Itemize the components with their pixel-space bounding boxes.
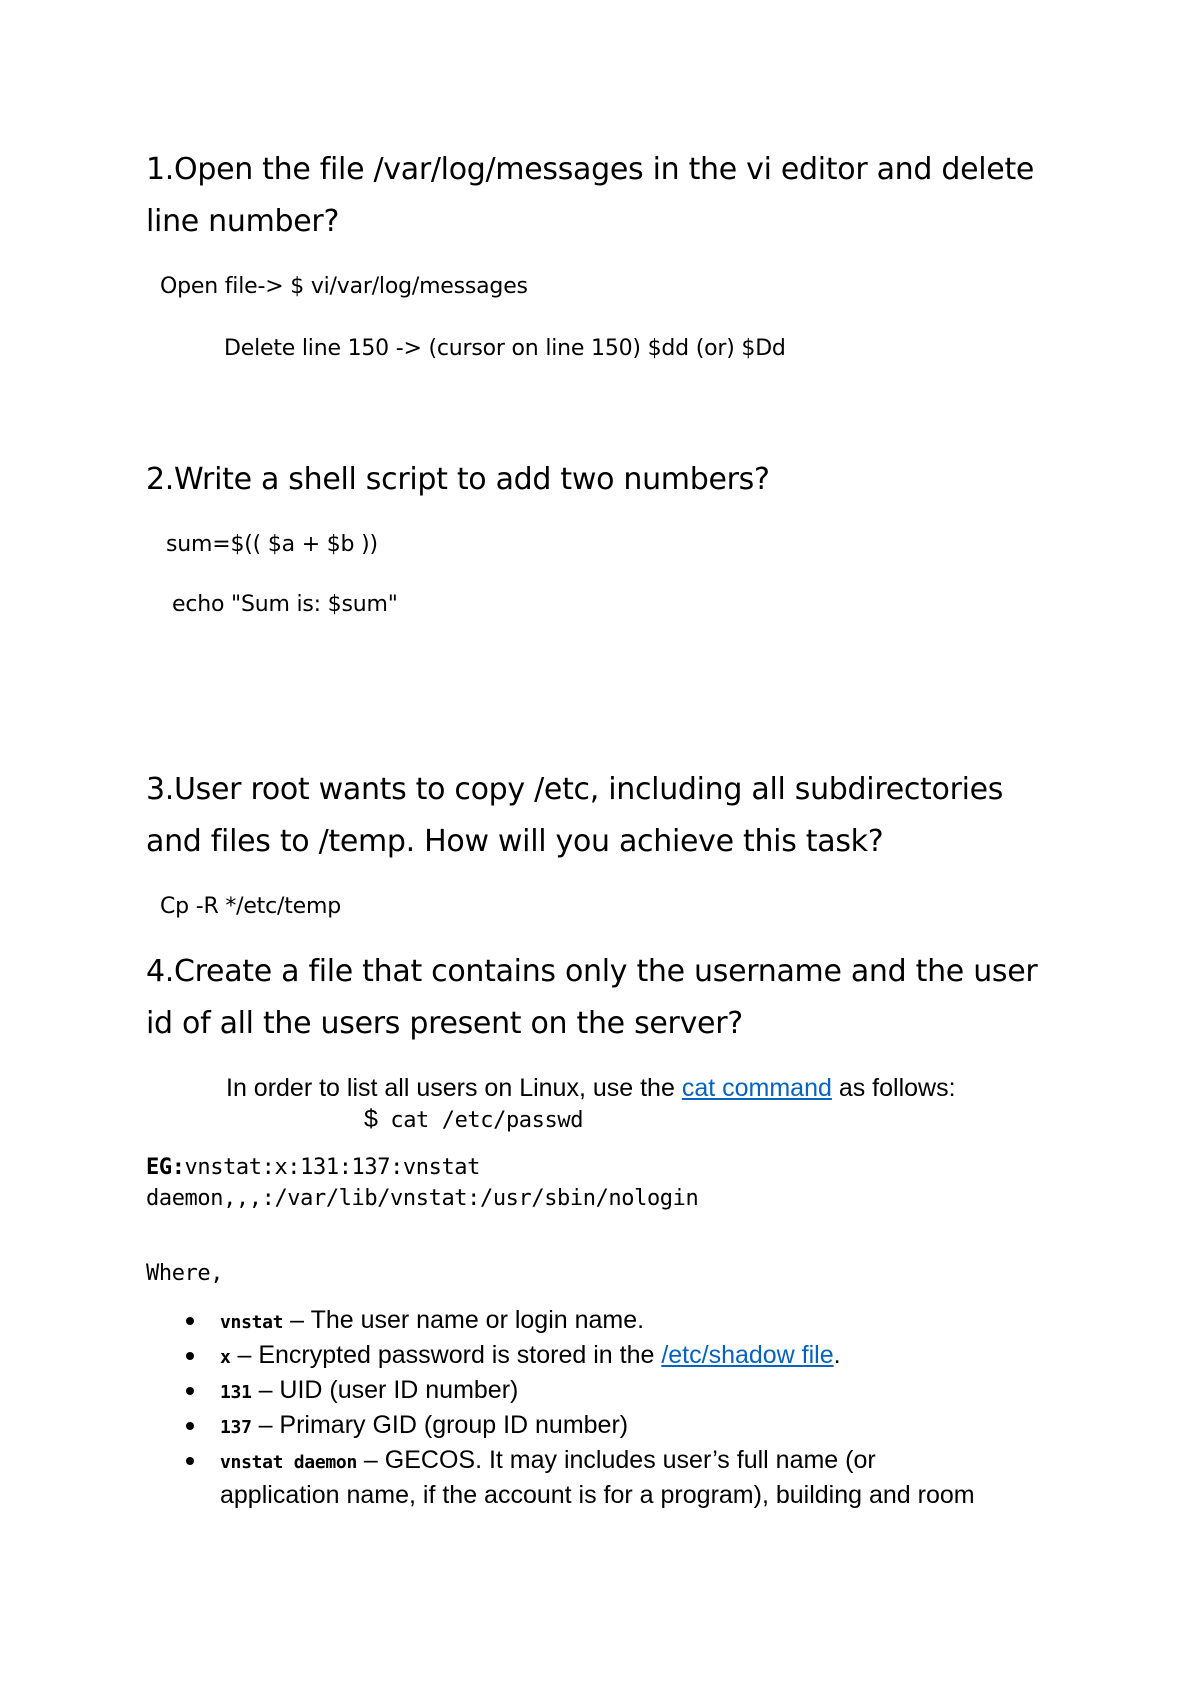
example-line-1: [146, 1152, 480, 1183]
field-term: 131: [220, 1382, 252, 1403]
field-description-list: [160, 1304, 1080, 1512]
list-item: [160, 1409, 1080, 1444]
command-prompt: $: [364, 1105, 378, 1133]
field-description-end: .: [833, 1341, 841, 1369]
field-term: 137: [220, 1417, 252, 1438]
field-description: – The user name or login name.: [283, 1306, 645, 1334]
field-description: – GECOS. It may includes user’s full name (or: [356, 1446, 876, 1474]
answer-2-echo: echo "Sum is: $sum": [172, 592, 398, 617]
question-4-line-2: id of all the users present on the server?: [146, 1006, 743, 1041]
bullet-icon: [186, 1317, 194, 1325]
answer-2-sum: sum=$(( $a + $b )): [166, 532, 378, 557]
intro-text-before: In order to list all users on Linux, use the: [226, 1074, 682, 1102]
bullet-icon: [186, 1457, 194, 1465]
field-description-continued: application name, if the account is for a program), building and room: [220, 1481, 975, 1509]
question-3-line-2: and files to /temp. How will you achieve this task?: [146, 824, 884, 859]
intro-paragraph: [226, 1072, 956, 1105]
answer-1-delete-line: Delete line 150 -> (cursor on line 150) $dd (or) $Dd: [224, 336, 786, 361]
field-description: – UID (user ID number): [251, 1376, 519, 1404]
question-3-line-1: 3.User root wants to copy /etc, including all subdirectories: [146, 772, 1004, 807]
question-4-line-1: 4.Create a file that contains only the username and the user: [146, 954, 1038, 989]
question-2-line-1: 2.Write a shell script to add two numbers?: [146, 462, 770, 497]
command-line: [364, 1104, 583, 1136]
command-text: cat /etc/passwd: [377, 1108, 584, 1133]
bullet-icon: [186, 1352, 194, 1360]
question-1-line-1: 1.Open the file /var/log/messages in the vi editor and delete: [146, 152, 1035, 187]
list-item: [160, 1339, 1080, 1374]
list-item: [160, 1304, 1080, 1339]
bullet-icon: [186, 1422, 194, 1430]
where-label: Where,: [146, 1261, 224, 1286]
example-line-2: daemon,,,:/var/lib/vnstat:/usr/sbin/nologin: [146, 1186, 699, 1211]
example-value-1: vnstat:x:131:137:vnstat: [184, 1155, 480, 1180]
list-item: [160, 1374, 1080, 1409]
intro-text-after: as follows:: [831, 1074, 956, 1102]
shadow-file-link[interactable]: /etc/shadow file: [661, 1341, 834, 1369]
question-1-line-2: line number?: [146, 204, 340, 239]
answer-3-copy: Cp -R */etc/temp: [160, 894, 341, 919]
field-term: vnstat daemon: [220, 1452, 357, 1473]
example-label: EG:: [146, 1155, 185, 1180]
field-term: x: [220, 1347, 231, 1368]
list-item: [160, 1444, 1080, 1512]
cat-command-link[interactable]: cat command: [681, 1074, 832, 1102]
field-term: vnstat: [220, 1312, 284, 1333]
field-description: – Encrypted password is stored in the: [230, 1341, 662, 1369]
field-description: – Primary GID (group ID number): [251, 1411, 629, 1439]
answer-1-open-file: Open file-> $ vi/var/log/messages: [160, 274, 528, 299]
bullet-icon: [186, 1387, 194, 1395]
